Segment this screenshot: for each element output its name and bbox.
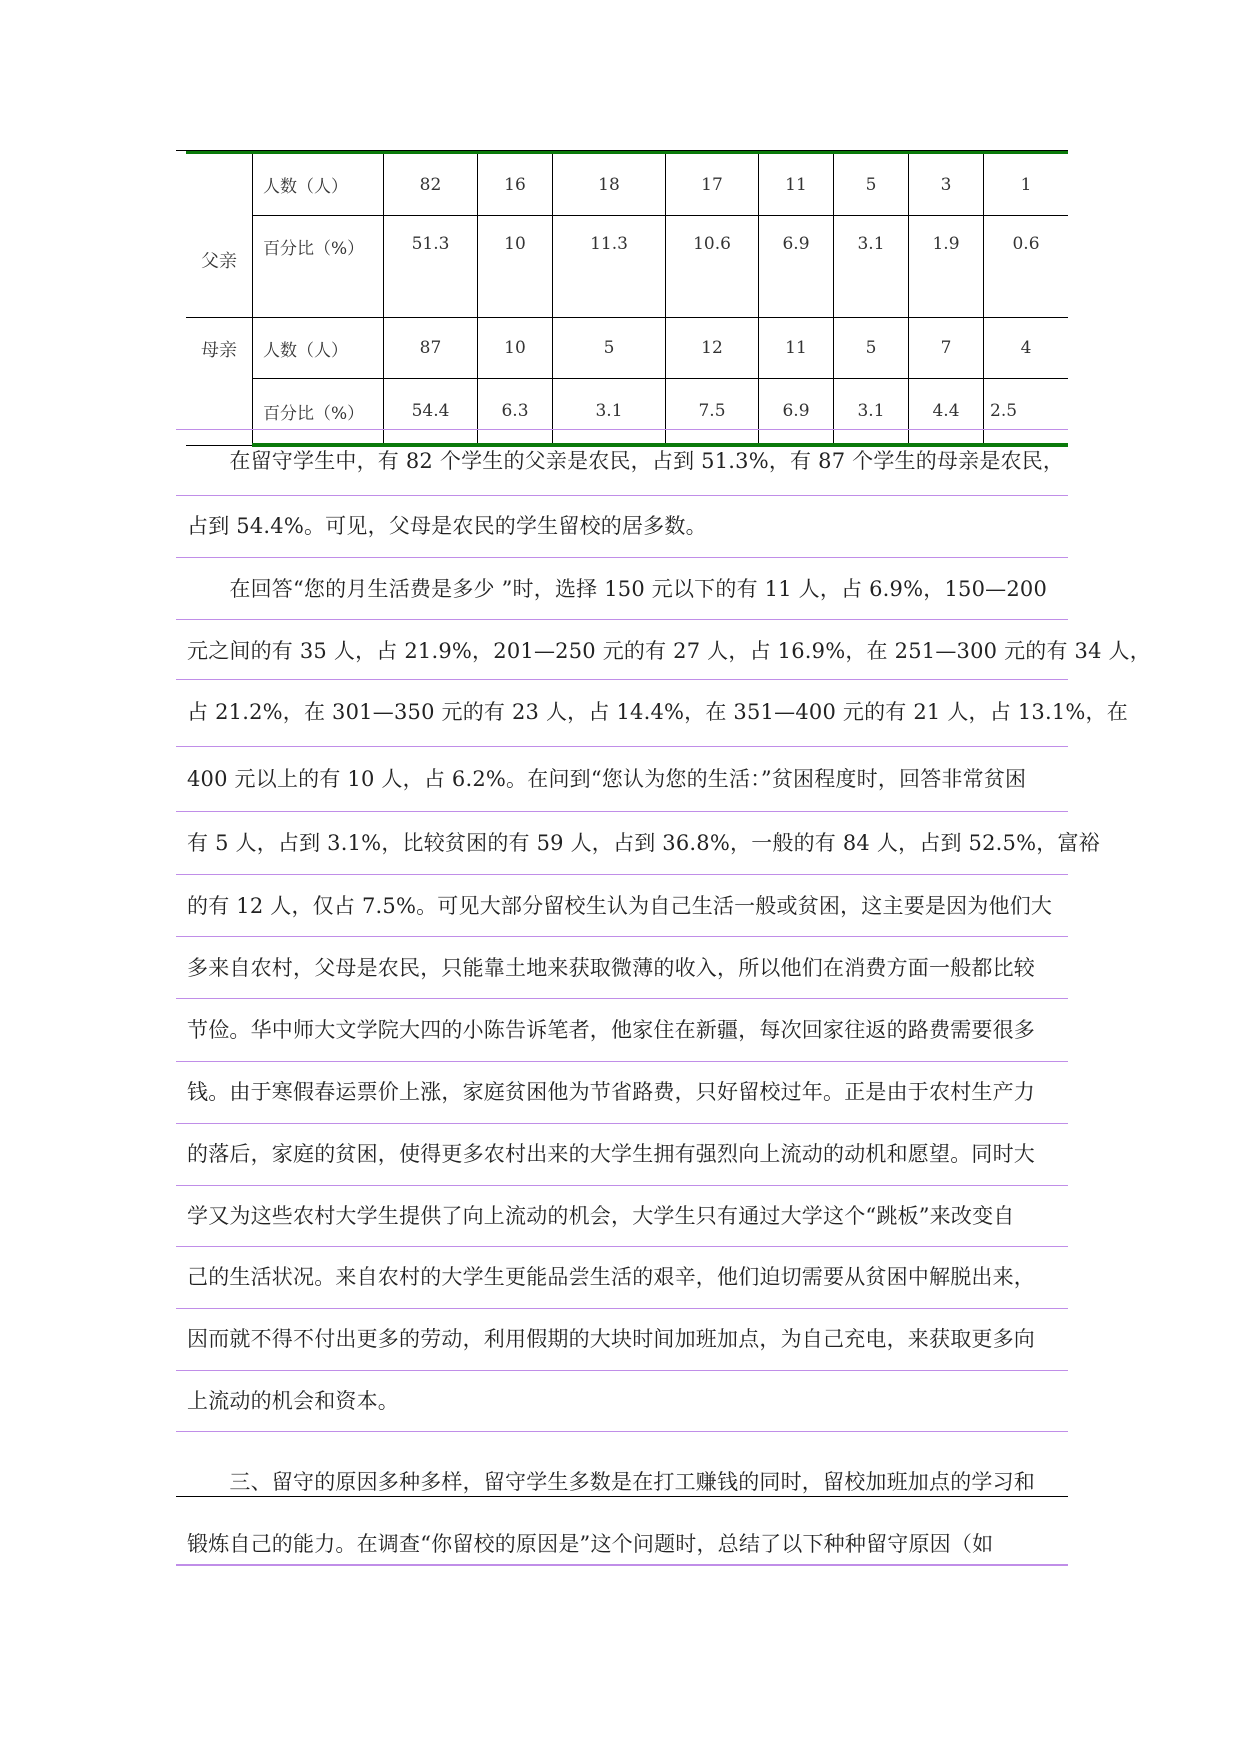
line-rule xyxy=(176,746,1068,747)
table-cell: 51.3 xyxy=(384,216,478,318)
line-rule xyxy=(176,1061,1068,1062)
body-text-line: 多来自农村，父母是农民，只能靠土地来获取微薄的收入，所以他们在消费方面一般都比较 xyxy=(187,956,1035,980)
table-cell: 5 xyxy=(834,318,909,379)
body-text-line: 在回答“您的月生活费是多少 ”时，选择 150 元以下的有 11 人，占 6.9%，150—200 xyxy=(187,577,1048,601)
table-cell: 7.5 xyxy=(666,379,759,446)
table-cell: 11 xyxy=(759,318,834,379)
section-rule xyxy=(176,1496,1068,1497)
body-text-line: 的有 12 人，仅占 7.5%。可见大部分留校生认为自己生活一般或贫困，这主要是因为他们大 xyxy=(187,894,1053,918)
body-text-line: 因而就不得不付出更多的劳动，利用假期的大块时间加班加点，为自己充电，来获取更多向 xyxy=(187,1327,1035,1351)
line-rule xyxy=(176,811,1068,812)
body-text-line: 锻炼自己的能力。在调查“你留校的原因是”这个问题时，总结了以下种种留守原因（如 xyxy=(187,1532,994,1556)
line-rule xyxy=(176,1308,1068,1309)
line-rule xyxy=(176,679,1068,680)
row-label: 人数（人） xyxy=(253,153,384,216)
line-rule xyxy=(176,1431,1068,1432)
body-text-line: 节俭。华中师大文学院大四的小陈告诉笔者，他家住在新疆，每次回家往返的路费需要很多 xyxy=(187,1018,1035,1042)
table-cell: 18 xyxy=(553,153,666,216)
table-cell: 4.4 xyxy=(909,379,984,446)
body-text-line: 己的生活状况。来自农村的大学生更能品尝生活的艰辛，他们迫切需要从贫困中解脱出来， xyxy=(187,1265,1035,1289)
table-cell: 3.1 xyxy=(553,379,666,446)
table-cell: 5 xyxy=(553,318,666,379)
table-cell: 7 xyxy=(909,318,984,379)
row-label: 百分比（%） xyxy=(253,216,384,318)
table-cell: 2.5 xyxy=(984,379,1069,446)
line-rule xyxy=(176,1246,1068,1247)
body-text-line: 上流动的机会和资本。 xyxy=(187,1389,399,1413)
table-cell: 3.1 xyxy=(834,216,909,318)
table-cell: 3.1 xyxy=(834,379,909,446)
row-label: 人数（人） xyxy=(253,318,384,379)
parents-occupation-table xyxy=(186,151,1068,447)
table-cell: 10 xyxy=(478,318,553,379)
line-rule xyxy=(176,1123,1068,1124)
line-rule xyxy=(176,557,1068,558)
line-rule xyxy=(176,495,1068,496)
table-cell: 10.6 xyxy=(666,216,759,318)
table-cell: 17 xyxy=(666,153,759,216)
table-cell: 3 xyxy=(909,153,984,216)
table-cell: 0.6 xyxy=(984,216,1069,318)
body-text-line: 元之间的有 35 人，占 21.9%，201—250 元的有 27 人，占 16.9%，在 251—300 元的有 34 人， xyxy=(187,639,1151,663)
table-cell: 11.3 xyxy=(553,216,666,318)
table-cell: 87 xyxy=(384,318,478,379)
table-cell: 54.4 xyxy=(384,379,478,446)
table-cell: 6.9 xyxy=(759,379,834,446)
body-text-line: 的落后，家庭的贫困，使得更多农村出来的大学生拥有强烈向上流动的动机和愿望。同时大 xyxy=(187,1142,1035,1166)
table-cell: 5 xyxy=(834,153,909,216)
body-text-line: 400 元以上的有 10 人，占 6.2%。在问到“您认为您的生活：”贫困程度时，回答非常贫困 xyxy=(187,767,1027,791)
body-text-line: 学又为这些农村大学生提供了向上流动的机会，大学生只有通过大学这个“跳板”来改变自 xyxy=(187,1204,1015,1228)
body-text-line: 钱。由于寒假春运票价上涨，家庭贫困他为节省路费，只好留校过年。正是由于农村生产力 xyxy=(187,1080,1035,1104)
group-label-mother: 母亲 xyxy=(186,318,253,446)
section-heading-line: 三、留守的原因多种多样，留守学生多数是在打工赚钱的同时，留校加班加点的学习和 xyxy=(187,1470,1035,1494)
table-cell: 6.9 xyxy=(759,216,834,318)
table-cell: 82 xyxy=(384,153,478,216)
line-rule xyxy=(176,936,1068,937)
table-cell: 1 xyxy=(984,153,1069,216)
table-cell: 12 xyxy=(666,318,759,379)
row-label: 百分比（%） xyxy=(253,379,384,446)
line-rule xyxy=(176,429,1068,430)
line-rule xyxy=(176,1564,1068,1566)
table-row xyxy=(186,318,1068,379)
line-rule xyxy=(176,998,1068,999)
table-cell: 11 xyxy=(759,153,834,216)
body-text-line: 在留守学生中，有 82 个学生的父亲是农民，占到 51.3%，有 87 个学生的母亲是农民， xyxy=(187,449,1065,473)
table-cell: 16 xyxy=(478,153,553,216)
table-cell: 4 xyxy=(984,318,1069,379)
table-cell: 1.9 xyxy=(909,216,984,318)
table-row xyxy=(186,153,1068,216)
table-row xyxy=(186,216,1068,318)
body-text-line: 占到 54.4%。可见，父母是农民的学生留校的居多数。 xyxy=(187,514,707,538)
line-rule xyxy=(176,874,1068,875)
line-rule xyxy=(176,1185,1068,1186)
body-text-line: 有 5 人，占到 3.1%，比较贫困的有 59 人，占到 36.8%，一般的有 84 人，占到 52.5%，富裕 xyxy=(187,831,1100,855)
line-rule xyxy=(176,1370,1068,1371)
body-text-line: 占 21.2%，在 301—350 元的有 23 人，占 14.4%，在 351—400 元的有 21 人，占 13.1%，在 xyxy=(187,700,1128,724)
table-cell: 6.3 xyxy=(478,379,553,446)
line-rule xyxy=(176,619,1068,620)
group-label-father: 父亲 xyxy=(186,153,253,318)
table-cell: 10 xyxy=(478,216,553,318)
table-row xyxy=(186,379,1068,446)
